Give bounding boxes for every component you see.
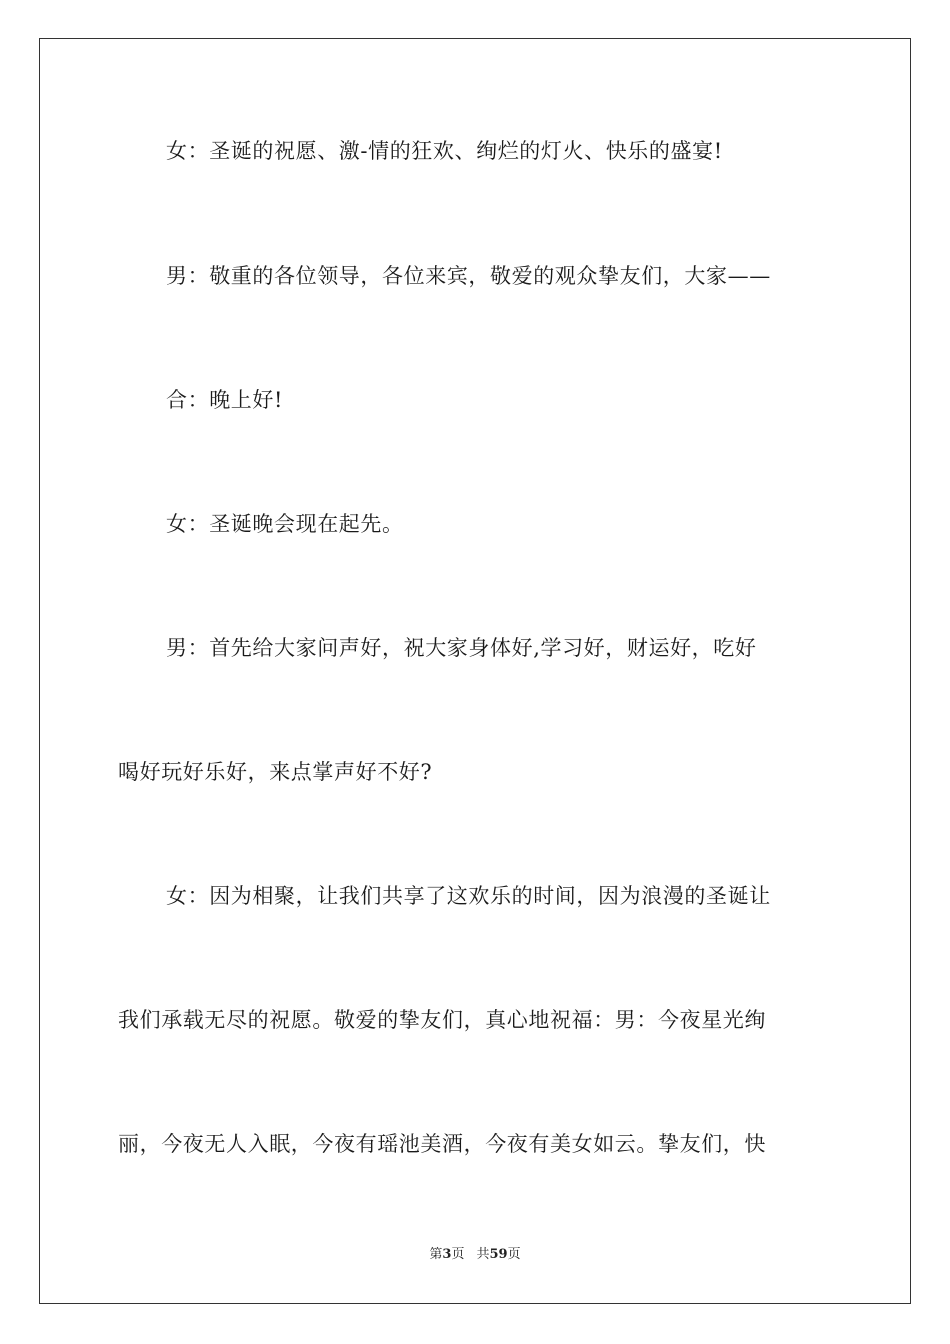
- page-suffix: 页: [451, 1247, 465, 1262]
- total-prefix: 共: [476, 1247, 490, 1262]
- total-page-count: 59: [489, 1247, 508, 1262]
- dialogue-line-1: 女：圣诞的祝愿、激-情的狂欢、绚烂的灯火、快乐的盛宴!: [166, 139, 723, 163]
- total-suffix: 页: [507, 1247, 521, 1262]
- dialogue-line-5: 男：首先给大家问声好，祝大家身体好,学习好，财运好，吃好: [166, 636, 757, 660]
- dialogue-line-2: 男：敬重的各位领导，各位来宾，敬爱的观众挚友们，大家——: [166, 264, 771, 288]
- dialogue-line-8: 我们承载无尽的祝愿。敬爱的挚友们，真心地祝福：男：今夜星光绚: [118, 1008, 766, 1032]
- page-prefix: 第: [429, 1247, 443, 1262]
- dialogue-line-3: 合：晚上好!: [166, 388, 284, 412]
- dialogue-line-4: 女：圣诞晚会现在起先。: [166, 512, 404, 536]
- dialogue-line-6: 喝好玩好乐好，来点掌声好不好?: [118, 760, 433, 784]
- current-page-number: 3: [442, 1247, 452, 1262]
- dialogue-line-7: 女：因为相聚，让我们共享了这欢乐的时间，因为浪漫的圣诞让: [166, 884, 771, 908]
- page-footer: [0, 1246, 950, 1264]
- dialogue-line-9: 丽，今夜无人入眠，今夜有瑶池美酒，今夜有美女如云。挚友们，快: [118, 1132, 766, 1156]
- page-border: [39, 38, 911, 1304]
